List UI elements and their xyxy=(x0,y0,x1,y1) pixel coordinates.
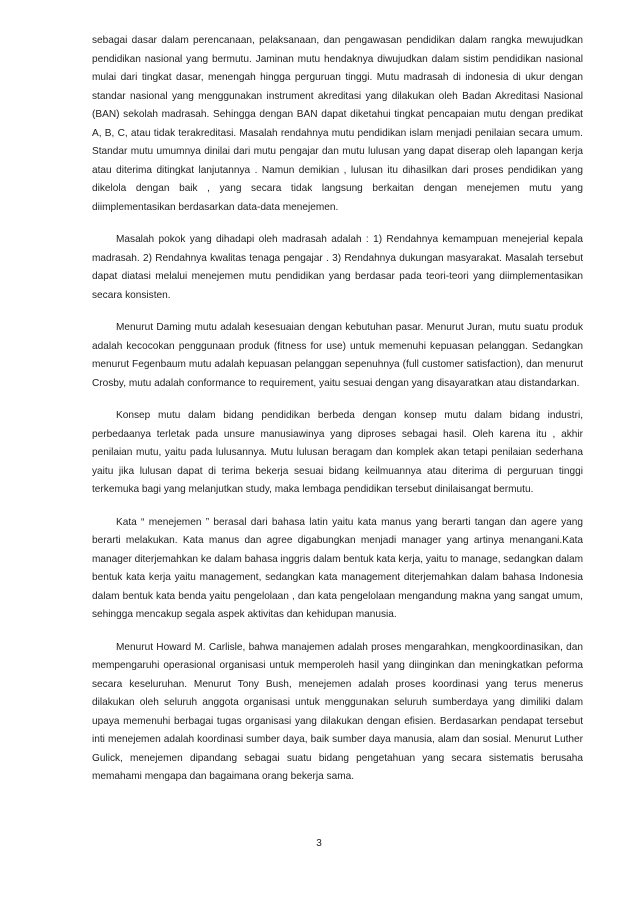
paragraph-definisi-manajemen: Menurut Howard M. Carlisle, bahwa manajemen adalah proses mengarahkan, mengkoordinasikan, dan mempengaruhi operasional organisasi untuk memperoleh hasil yang diinginkan dan meningkatkan peforma secara keseluruhan. Menurut Tony Bush, menejemen adalah proses koordinasi yang terus menerus dilakukan oleh seluruh anggota organisasi untuk menggunakan seluruh sumberdaya yang dimiliki dalam upaya memenuhi berbagai tugas organisasi yang dilakukan dengan efisien. Berdasarkan pendapat tersebut inti menejemen adalah koordinasi sumber daya, baik sumber daya manusia, alam dan sosial. Menurut Luther Gulick, menejemen dipandang sebagai suatu bidang pengetahuan yang secara sistematis berusaha memahami mengapa dan bagaimana orang bekerja sama. xyxy=(92,641,583,782)
paragraph-continuation: sebagai dasar dalam perencanaan, pelaksanaan, dan pengawasan pendidikan dalam rangka mewujudkan pendidikan nasional yang bermutu. Jaminan mutu hendaknya diwujudkan dalam sistim pendidikan nasional mulai dari tingkat dasar, menengah hingga perguruan tinggi. Mutu madrasah di indonesia di ukur dengan standar nasional yang menggunakan instrument akreditasi yang dilakukan oleh Badan Akreditasi Nasional (BAN) sekolah madrasah. Sehingga dengan BAN dapat diketahui tingkat pencapaian mutu dengan predikat A, B, C, atau tidak terakreditasi. Masalah rendahnya mutu pendidikan islam menjadi penilaian secara umum. Standar mutu umumnya dinilai dari mutu pengajar dan mutu lulusan yang dapat diserap oleh lapangan kerja atau diterima ditingkat lanjutannya . Namun demikian , lulusan itu dihasilkan dari proses pendidikan yang dikelola dengan baik , yang secara tidak langsung berkaitan dengan menejemen mutu yang diimplementasikan berdasarkan data-data menejemen. xyxy=(92,35,583,213)
paragraph-konsep-mutu-pendidikan: Konsep mutu dalam bidang pendidikan berbeda dengan konsep mutu dalam bidang industri, perbedaanya terletak pada unsure manusiawinya yang diproses sebagai hasil. Oleh karena itu , akhir penilaian mutu, yaitu pada lulusannya. Mutu lulusan beragam dan komplek akan tetapi penilaian sederhana yaitu jika lulusan dapat di terima bekerja sesuai bidang keilmuannya atau diterima di perguruan tinggi terkemuka bagi yang melanjutkan study, maka lembaga pendidikan tersebut dinilaisangat bermutu. xyxy=(92,410,583,495)
paragraph-asal-kata-menejemen: Kata “ menejemen ” berasal dari bahasa latin yaitu kata manus yang berarti tangan dan agere yang berarti melakukan. Kata manus dan agree digabungkan menjadi manager yang artinya menangani.Kata manager diterjemahkan ke dalam bahasa inggris dalam bentuk kata kerja, yaitu to manage, sedangkan dalam bentuk kata kerja yaitu management, sedangkan kata management diterjemahkan dalam bahasa Indonesia dalam bentuk kata benda yaitu pengelolaan , dan kata pengelolaan mengandung makna yang sangat umum, sehingga mencakup segala aspek aktivitas dan kehidupan manusia. xyxy=(92,516,583,620)
page-number: 3 xyxy=(316,838,322,849)
paragraph-masalah-pokok: Masalah pokok yang dihadapi oleh madrasah adalah : 1) Rendahnya kemampuan menejerial kepala madrasah. 2) Rendahnya kwalitas tenaga pengajar . 3) Rendahnya dukungan masyarakat. Masalah tersebut dapat diatasi melalui menejemen mutu pendidikan yang berdasar pada teori-teori yang diimplementasikan secara konsisten. xyxy=(92,234,583,301)
paragraph-definisi-mutu: Menurut Daming mutu adalah kesesuaian dengan kebutuhan pasar. Menurut Juran, mutu suatu produk adalah kecocokan penggunaan produk (fitness for use) untuk memenuhi kepuasan pelanggan. Sedangkan menurut Fegenbaum mutu adalah kepuasan pelanggan sepenuhnya (full customer satisfaction), dan menurut Crosby, mutu adalah conformance to requirement, yaitu sesuai dengan yang disayaratkan atau distandarkan. xyxy=(92,322,583,389)
